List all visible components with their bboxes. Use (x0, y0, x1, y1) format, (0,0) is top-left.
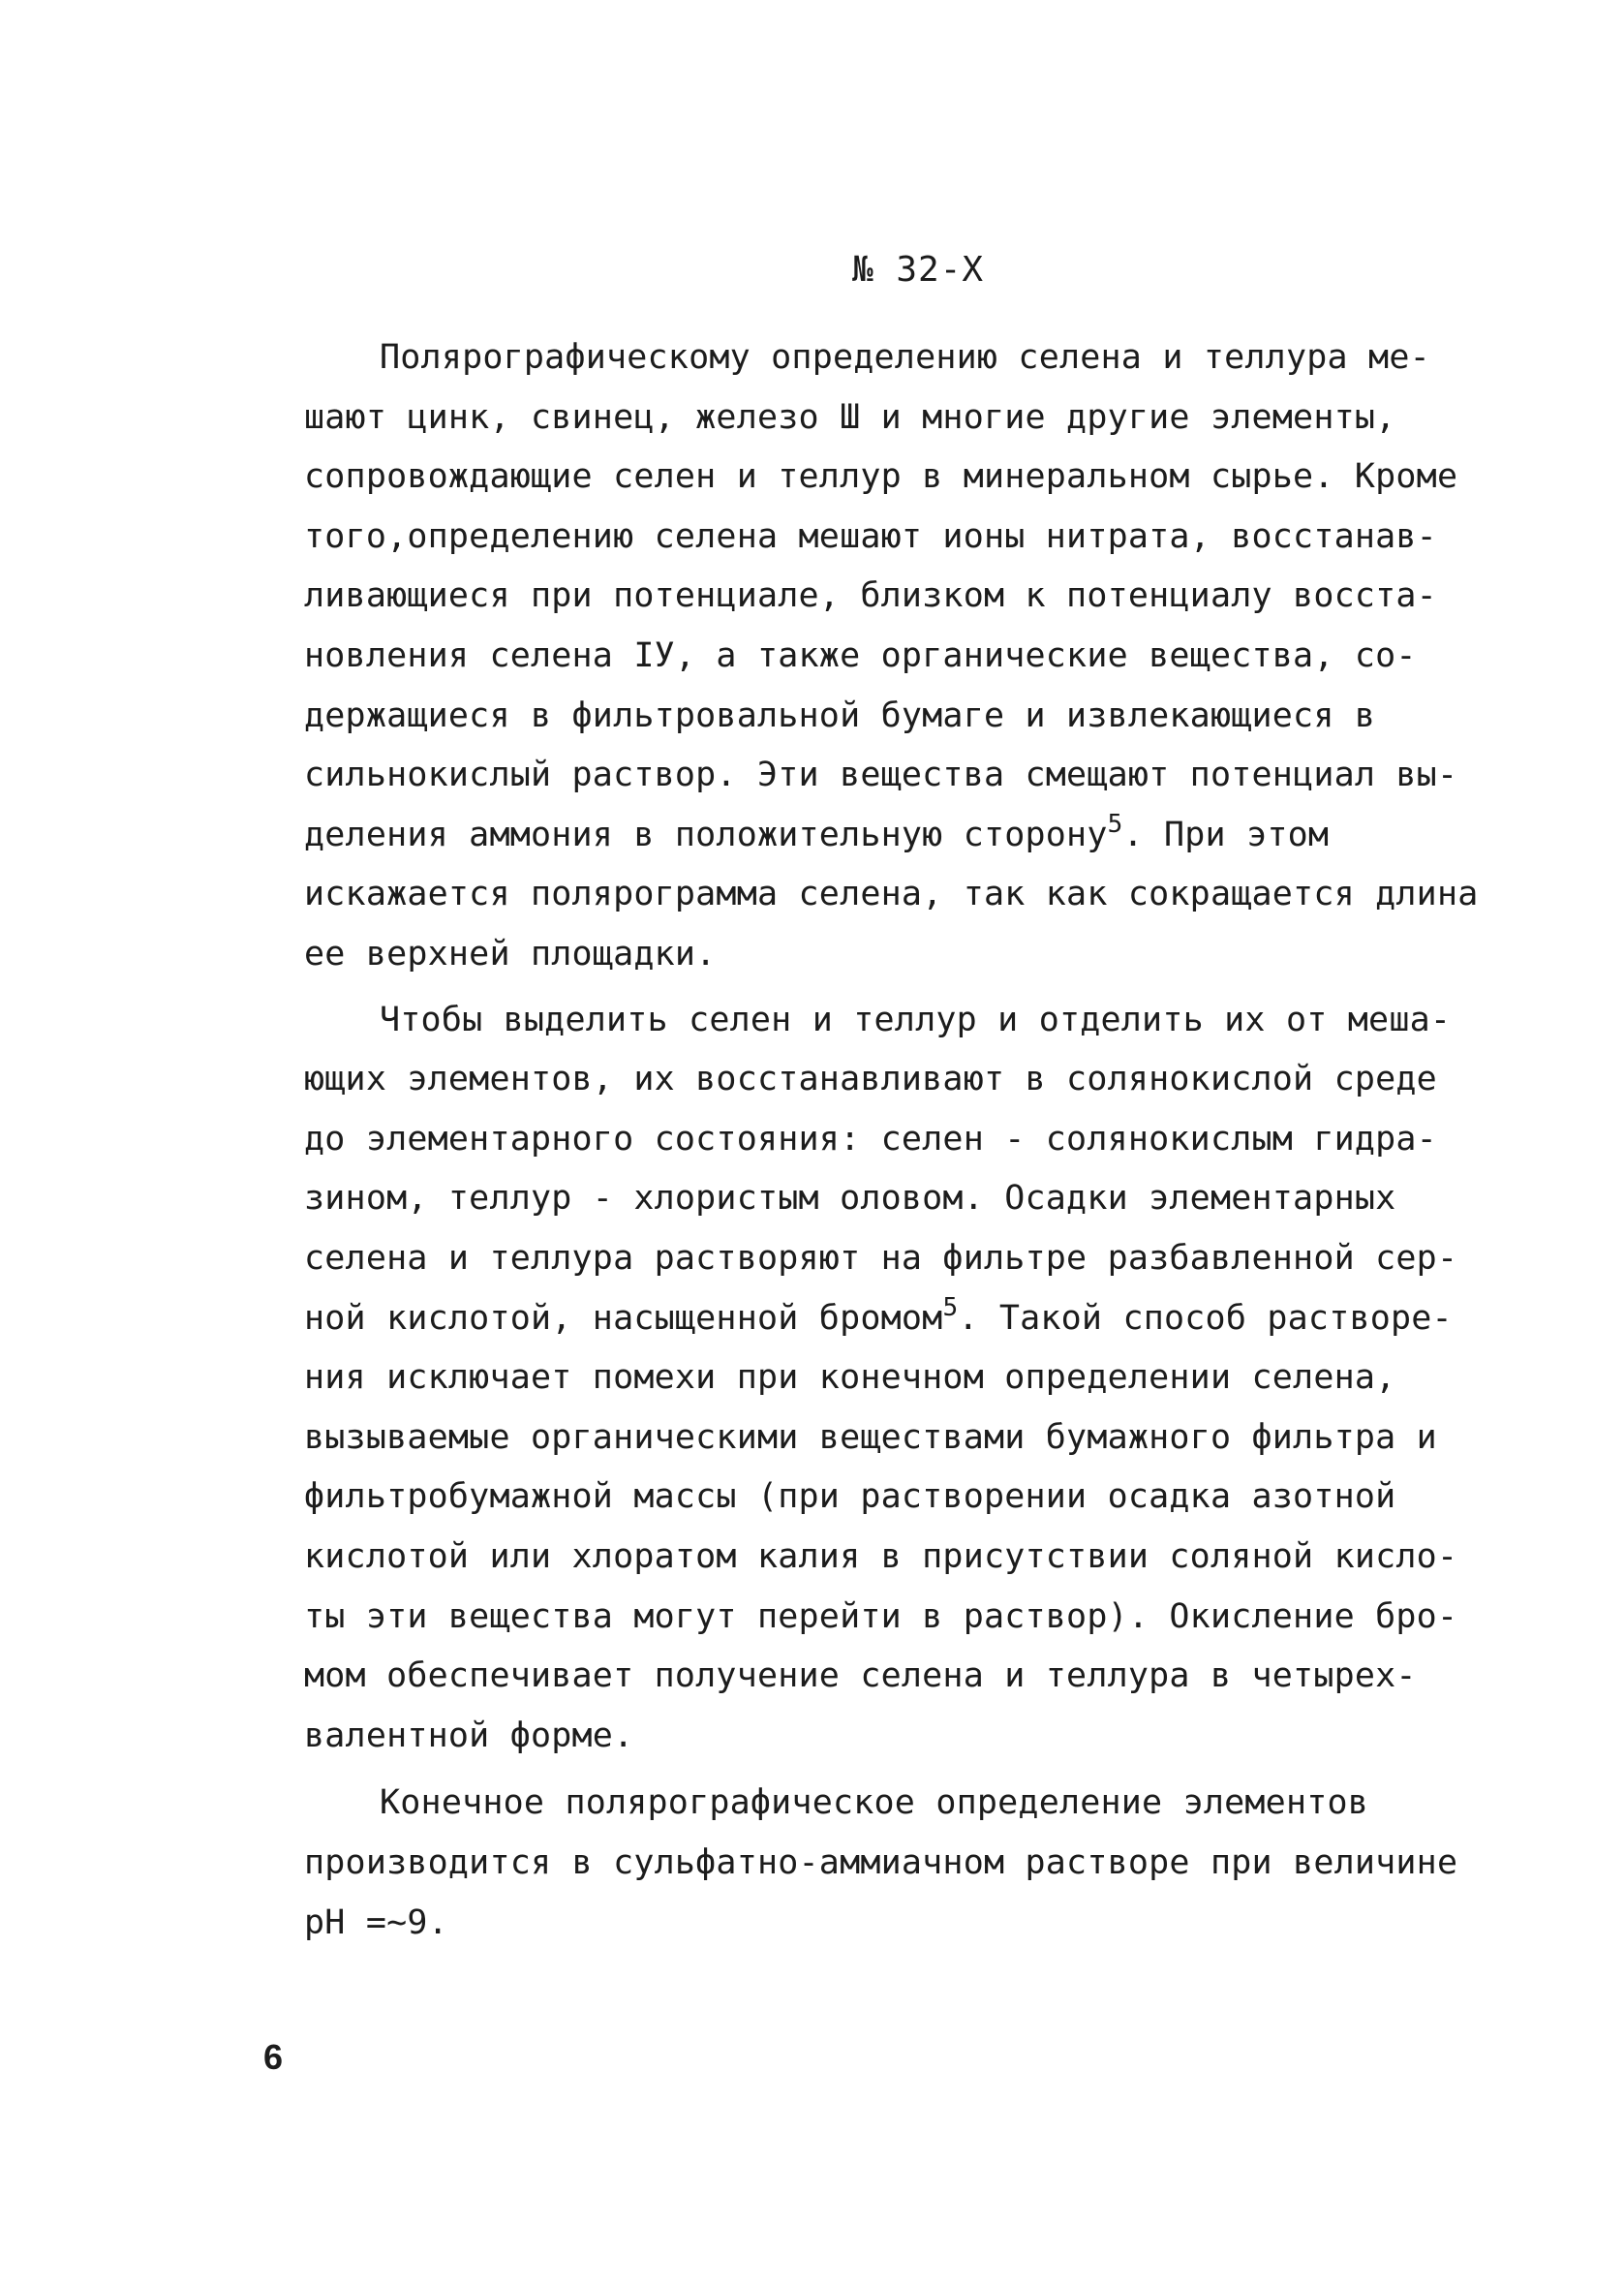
text-line (304, 1179, 1396, 1219)
text-line (304, 1843, 1458, 1882)
footnote-reference: 5 (1107, 809, 1123, 839)
text-line-content: кислотой или хлоратом калия в присутствии соляной кисло- (304, 1537, 1458, 1576)
text-line (304, 1716, 634, 1755)
text-line-content: фильтробумажной массы (при растворении осадка азотной (304, 1477, 1396, 1517)
text-line-content: селена и теллура растворяют на фильтре разбавленной сер- (304, 1239, 1458, 1278)
text-line-content: того,определению селена мешают ионы нитрата, восстанав- (304, 516, 1437, 556)
text-line-content: валентной форме. (304, 1716, 634, 1755)
text-line-content: Чтобы выделить селен и теллур и отделить их от меша- (380, 1000, 1452, 1039)
text-line-content: держащиеся в фильтровальной бумаге и извлекающиеся в (304, 696, 1376, 735)
text-line-content: деления аммония в положительную сторону (304, 815, 1108, 854)
text-line (304, 1477, 1396, 1517)
text-line (304, 935, 717, 974)
text-line-content: ее верхней площадки. (304, 935, 717, 974)
text-line (304, 1358, 1396, 1398)
text-line-content: ния исключает помехи при конечном определении селена, (304, 1358, 1396, 1398)
text-line-content: Конечное полярографическое определение элементов (380, 1783, 1369, 1823)
footnote-reference: 5 (942, 1292, 959, 1322)
text-line (304, 1902, 448, 1942)
text-line (304, 696, 1376, 735)
text-line-continuation: . При этом (1122, 815, 1330, 854)
text-line-content: ной кислотой, насыщенной бромом (304, 1298, 943, 1338)
text-line-content: зином, теллур - хлористым оловом. Осадки элементарных (304, 1179, 1396, 1219)
page-number: 6 (263, 2037, 284, 2077)
text-line-content: вызываемые органическими веществами бумажного фильтра и (304, 1417, 1437, 1457)
text-line (304, 576, 1437, 616)
text-line (304, 1239, 1458, 1278)
text-line-content: мом обеспечивает получение селена и теллура в четырех- (304, 1656, 1417, 1696)
text-line (304, 516, 1437, 556)
text-line-content: новления селена IУ, а также органические вещества, со- (304, 636, 1417, 675)
text-line-content: производится в сульфатно-аммиачном растворе при величине (304, 1843, 1458, 1882)
text-line-content: ливающиеся при потенциале, близком к потенциалу восста- (304, 576, 1437, 616)
text-line-content: сопровождающие селен и теллур в минеральном сырье. Кроме (304, 457, 1458, 497)
document-number: № 32-Х (852, 250, 985, 290)
text-line (304, 875, 1479, 914)
text-line (304, 397, 1396, 437)
text-line-continuation: . Такой способ растворе- (958, 1298, 1453, 1338)
text-line (304, 1292, 1453, 1338)
text-line (380, 1000, 1452, 1039)
text-line (304, 1119, 1437, 1159)
text-line-content: рН =~9. (304, 1902, 448, 1942)
text-line-content: ющих элементов, их восстанавливают в солянокислой среде (304, 1060, 1437, 1099)
text-line (304, 1417, 1437, 1457)
text-line (304, 809, 1330, 854)
text-line (304, 636, 1417, 675)
text-line-content: ты эти вещества могут перейти в раствор). Окисление бро- (304, 1596, 1458, 1636)
text-line-content: сильнокислый раствор. Эти вещества смещают потенциал вы- (304, 756, 1458, 795)
text-line-content: искажается полярограмма селена, так как сокращается длина (304, 875, 1479, 914)
text-line (304, 1596, 1458, 1636)
text-line (304, 1537, 1458, 1576)
text-line (304, 457, 1458, 497)
text-line (304, 756, 1458, 795)
text-line-content: Полярографическому определению селена и теллура ме- (380, 338, 1430, 377)
text-line-content: шают цинк, свинец, железо Ш и многие другие элементы, (304, 397, 1396, 437)
text-line (380, 1783, 1369, 1823)
text-line (380, 338, 1430, 377)
text-line-content: до элементарного состояния: селен - солянокислым гидра- (304, 1119, 1437, 1159)
text-line (304, 1656, 1417, 1696)
text-line (304, 1060, 1437, 1099)
